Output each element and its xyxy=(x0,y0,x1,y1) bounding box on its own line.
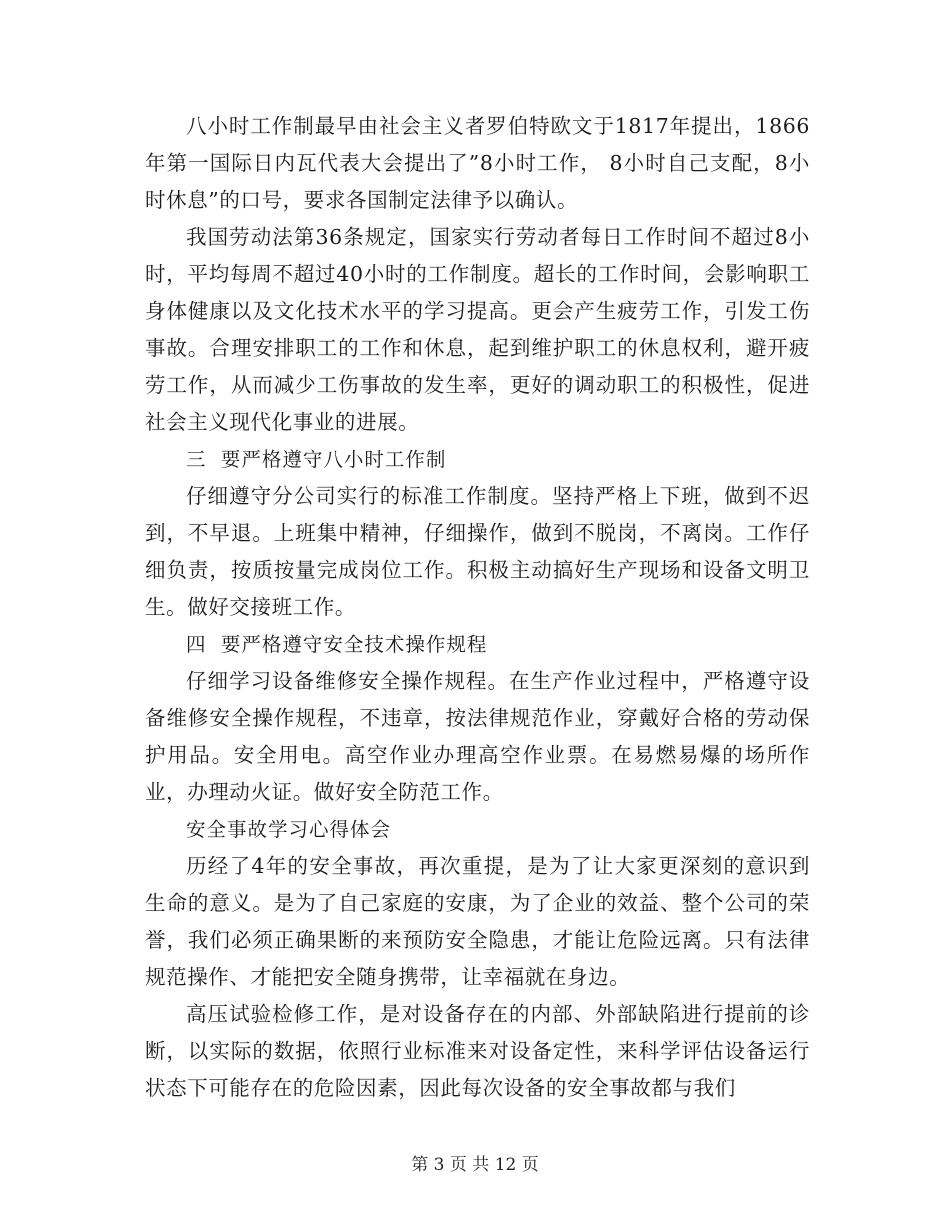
page-number-footer: 第 3 页 共 12 页 xyxy=(411,1155,539,1175)
paragraph-safety-reflection: 历经了4年的安全事故，再次重提，是为了让大家更深刻的意识到生命的意义。是为了自己家庭的安康，为了企业的效益、整个公司的荣誉，我们必须正确果断的来预防安全隐患，才能让危险远离。只有法律规范操作、才能把安全随身携带，让幸福就在身边。 xyxy=(145,854,810,989)
paragraph-labor-law-article-36: 我国劳动法第36条规定，国家实行劳动者每日工作时间不超过8小时，平均每周不超过40小时的工作制度。超长的工作时间，会影响职工身体健康以及文化技术水平的学习提高。更会产生疲劳工作，引发工伤事故。合理安排职工的工作和休息，起到维护职工的休息权利，避开疲劳工作，从而减少工伤事故的发生率，更好的调动职工的积极性，促进社会主义现代化事业的进展。 xyxy=(145,225,810,434)
document-body xyxy=(145,108,810,1107)
paragraph-work-discipline: 仔细遵守分公司实行的标准工作制度。坚持严格上下班，做到不迟到，不早退。上班集中精神，仔细操作，做到不脱岗，不离岗。工作仔细负责，按质按量完成岗位工作。积极主动搞好生产现场和设备文明卫生。做好交接班工作。 xyxy=(145,484,810,619)
paragraph-eight-hour-history: 八小时工作制最早由社会主义者罗伯特欧文于1817年提出，1866年第一国际日内瓦代表大会提出了”8小时工作， 8小时自己支配，8小时休息”的口号，要求各国制定法律予以确认。 xyxy=(145,114,810,212)
paragraph-high-voltage-testing: 高压试验检修工作，是对设备存在的内部、外部缺陷进行提前的诊断，以实际的数据，依照行业标准来对设备定性，来科学评估设备运行状态下可能存在的危险因素，因此每次设备的安全事故都与我们 xyxy=(145,1002,810,1100)
paragraph-safety-procedures: 仔细学习设备维修安全操作规程。在生产作业过程中，严格遵守设备维修安全操作规程，不违章，按法律规范作业，穿戴好合格的劳动保护用品。安全用电。高空作业办理高空作业票。在易燃易爆的场所作业，办理动火证。做好安全防范工作。 xyxy=(145,669,810,804)
section-heading-four: 四 要严格遵守安全技术操作规程 xyxy=(186,633,488,656)
section-heading-three: 三 要严格遵守八小时工作制 xyxy=(186,448,447,471)
article-title-safety-reflection: 安全事故学习心得体会 xyxy=(186,818,392,841)
